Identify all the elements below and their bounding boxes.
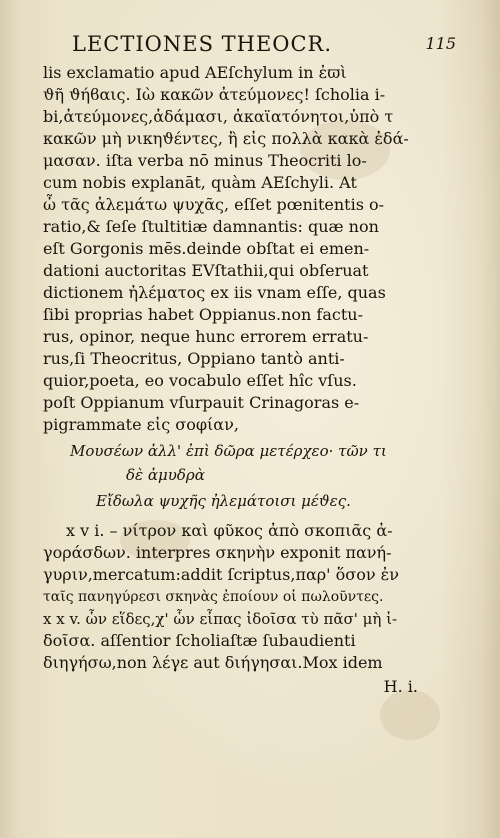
text-line: διηγήσω,non λέγε aut διήγησαι.Mox idem: [43, 653, 383, 672]
text-line: δοῖσα. aſſentior ſcholiaſtæ ſubaudienti: [43, 631, 356, 650]
text-line: ratio,& ſeſe ſtultitiæ damnantis: quæ non: [43, 217, 379, 236]
text-line: κακῶν μὴ νικηϑέντες, ἢ εἰς πολλὰ κακὰ ἐδά-: [43, 129, 409, 148]
text-line: γυριν,mercatum:addit ſcriptus,παρ' ὅσον ἐν: [43, 565, 399, 584]
verse-line: Μουσέων ἀλλ' ἐπὶ δῶρα μετέρχεο· τῶν τι: [70, 442, 387, 460]
text-line: rus,ſi Theocritus, Oppiano tantò anti-: [43, 349, 345, 368]
text-line: poſt Oppianum vſurpauit Crinagoras e-: [43, 393, 360, 412]
text-line: γοράσδων. interpres σκηνὴν exponit πανή-: [43, 543, 392, 562]
page-header: [72, 32, 456, 58]
text-line: dictionem ἠλέματος ex iis vnam eſſe, quas: [43, 283, 386, 302]
text-line: eſt Gorgonis mēs.deinde obſtat ei emen-: [43, 239, 370, 258]
text-line: lis exclamatio apud AEſchylum in ἐϖὶ: [43, 63, 347, 82]
text-line: ταῖς πανηγύρεσι σκηνὰς ἐποίουν οἱ πωλοῦντες.: [43, 589, 384, 605]
verse-line: δὲ ἀμυδρὰ: [126, 466, 205, 484]
signature-mark: H. i.: [383, 677, 418, 696]
text-line: pigrammate εἰς σοφίαν,: [43, 415, 239, 434]
text-line: cum nobis explanāt, quàm AEſchyli. At: [43, 173, 357, 192]
text-line: dationi auctoritas EVſtathii,qui obſeruat: [43, 261, 369, 280]
running-head: LECTIONES THEOCR.: [72, 32, 333, 56]
text-line: μασαν. iſta verba nō minus Theocriti lo-: [43, 151, 367, 170]
text-line: rus, opinor, neque hunc errorem erratu-: [43, 327, 369, 346]
text-line: bi,ἀτεύμονες,ἀδάμασι, ἀκαϊατόνητοι,ὑπὸ τ: [43, 107, 394, 126]
page-number: 115: [425, 34, 456, 53]
text-line: ϑῆ ϑήϐαις. Ιὼ κακῶν ἀτεύμονες! ſcholia i-: [43, 85, 386, 104]
text-line: ὦ τᾶς ἀλεμάτω ψυχᾶς, eſſet pœnitentis o-: [43, 195, 385, 214]
text-line: ſibi proprias habet Oppianus.non factu-: [43, 305, 363, 324]
verse-line: Εἴδωλα ψυχῆς ἠλεμάτοισι μέϑες.: [96, 492, 351, 510]
text-line: quior,poeta, eo vocabulo eſſet hîc vſus.: [43, 371, 357, 390]
text-line: x v i. – νίτρον καὶ φῦκος ἀπὸ σκοπιᾶς ἀ-: [66, 521, 393, 540]
text-line: x x v. ὧν εἵδες,χ' ὧν εἶπας ἰδοῖσα τὺ πᾶσ' μὴ ἰ-: [43, 610, 398, 628]
